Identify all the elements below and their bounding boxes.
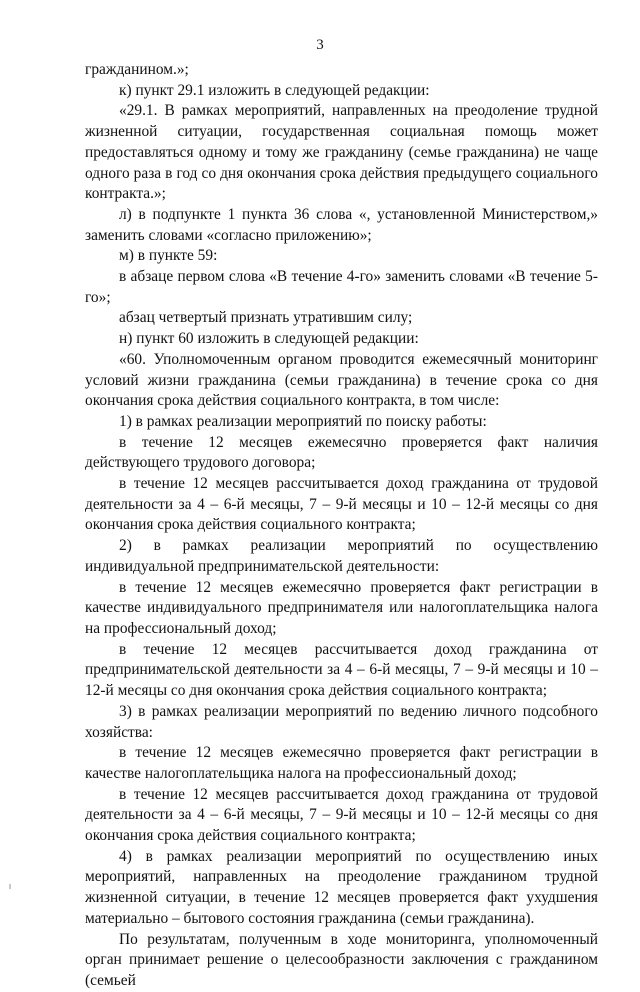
paragraph-item-l: л) в подпункте 1 пункта 36 слова «, установленной Министерством,» заменить словами «согласно приложению»; (85, 205, 598, 244)
paragraph-subitem-1-income: в течение 12 месяцев рассчитывается доход гражданина от трудовой деятельности за 4 – 6-й месяцы, 7 – 9-й месяцы и 10 – 12-й месяцы со дня окончания срока действия социального контракта; (85, 475, 598, 534)
paragraph-subitem-1: 1) в рамках реализации мероприятий по поиску работы: (119, 412, 487, 430)
page-number: 3 (316, 37, 324, 53)
paragraph-item-m: м) в пункте 59: (119, 247, 218, 265)
paragraph-item-k: к) пункт 29.1 изложить в следующей редакции: (119, 81, 430, 99)
paragraph-continuation: гражданином.»; (85, 61, 189, 78)
paragraph-item-m-fourth: абзац четвертый признать утратившим силу; (119, 309, 413, 327)
document-body (85, 60, 598, 992)
paragraph-subitem-2-income: в течение 12 месяцев рассчитывается доход гражданина от предпринимательской деятельности за 4 – 6-й месяцы, 7 – 9-й месяцы и 10 – 12-й месяцы со дня окончания срока действия социального контракта; (85, 640, 598, 700)
paragraph-quote-60: «60. Уполномоченным органом проводится ежемесячный мониторинг условий жизни гражданина (семьи гражданина) в течение срока со дня окончания срока действия социального контракта, в том числе: (85, 350, 598, 410)
paragraph-subitem-2: 2) в рамках реализации мероприятий по осуществлению индивидуальной предпринимательской деятельности: (85, 537, 598, 575)
paragraph-quote-29-1: «29.1. В рамках мероприятий, направленных на преодоление трудной жизненной ситуации, государственная социальная помощь может предоставляться одному и тому же гражданину (семье гражданина) не чаще одного раза в год со дня окончания срока действия предыдущего социального контракта.»; (85, 102, 598, 203)
paragraph-subitem-1-contract: в течение 12 месяцев ежемесячно проверяется факт наличия действующего трудового договора; (85, 433, 598, 472)
paragraph-item-m-first: в абзаце первом слова «В течение 4-го» заменить словами «В течение 5-го»; (85, 268, 598, 306)
paragraph-subitem-3: 3) в рамках реализации мероприятий по ведению личного подсобного хозяйства: (85, 702, 598, 741)
paragraph-subitem-3-income: в течение 12 месяцев рассчитывается доход гражданина от трудовой деятельности за 4 – 6-й месяцы, 7 – 9-й месяцы и 10 – 12-й месяцы со дня окончания срока действия социального контракта; (85, 785, 598, 845)
paragraph-item-n: н) пункт 60 изложить в следующей редакции: (119, 330, 419, 348)
paragraph-subitem-2-registration: в течение 12 месяцев ежемесячно проверяется факт регистрации в качестве индивидуального предпринимателя или налогоплательщика налога на профессиональный доход; (85, 578, 598, 637)
paragraph-subitem-4: 4) в рамках реализации мероприятий по осуществлению иных мероприятий, направленных на преодоление гражданином трудной жизненной ситуации, в течение 12 месяцев проверяется факт ухудшения материально – бытового состояния гражданина (семьи гражданина). (85, 847, 598, 927)
scan-margin-mark (9, 884, 11, 889)
paragraph-subitem-3-registration: в течение 12 месяцев ежемесячно проверяется факт регистрации в качестве налогоплательщика налога на профессиональный доход; (85, 744, 598, 782)
paragraph-monitoring-results: По результатам, полученным в ходе мониторинга, уполномоченный орган принимает решение о целесообразности заключения с гражданином (семьей (85, 930, 598, 989)
